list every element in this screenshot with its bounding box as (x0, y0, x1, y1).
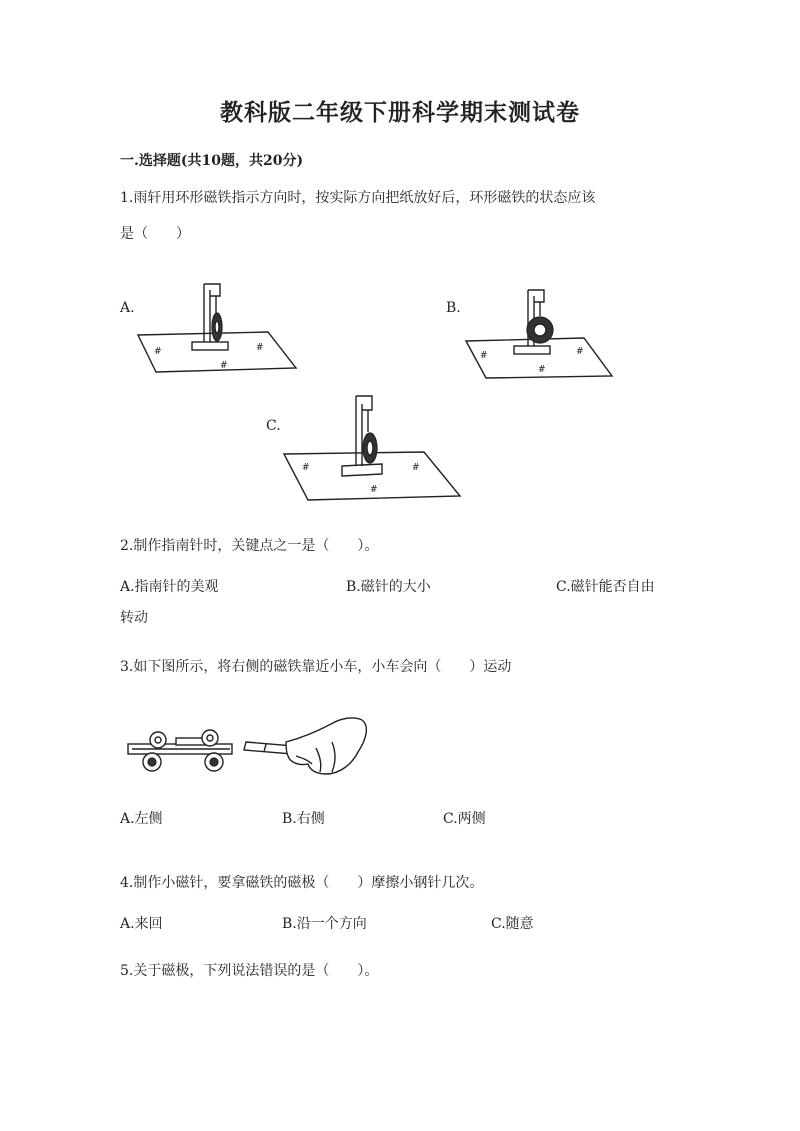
svg-text:#: # (480, 351, 488, 361)
question-4-option-b: B.沿一个方向 (282, 916, 367, 932)
svg-text:#: # (412, 463, 420, 473)
svg-text:#: # (576, 347, 584, 357)
question-1-option-a: A. (120, 300, 135, 316)
svg-text:#: # (154, 347, 162, 357)
question-2-option-c: C.磁针能否自由 (556, 579, 655, 595)
question-4-option-a: A.来回 (120, 916, 163, 932)
question-2-option-b: B.磁针的大小 (346, 579, 431, 595)
page-title: 教科版二年级下册科学期末测试卷 (220, 99, 580, 126)
figure-ring-magnet-a (136, 280, 306, 375)
question-2-option-a: A.指南针的美观 (120, 579, 219, 595)
question-5-stem: 5.关于磁极，下列说法错误的是（ ）。 (120, 963, 379, 979)
question-3-option-c: C.两侧 (443, 811, 486, 827)
question-3-option-a: A.左侧 (120, 811, 163, 827)
svg-text:#: # (370, 485, 378, 495)
figure-car-and-magnet (126, 712, 371, 782)
figure-ring-magnet-b (464, 286, 624, 381)
question-2-option-c-continued: 转动 (120, 610, 148, 626)
question-4-option-c: C.随意 (491, 916, 534, 932)
question-1-stem-line1: 1.雨轩用环形磁铁指示方向时，按实际方向把纸放好后，环形磁铁的状态应该 (120, 190, 596, 206)
question-1-stem-line2: 是（ ） (120, 226, 190, 242)
question-4-stem: 4.制作小磁针，要拿磁铁的磁极（ ）摩擦小钢针几次。 (120, 875, 484, 891)
svg-text:#: # (220, 361, 228, 371)
question-3-option-b: B.右侧 (282, 811, 325, 827)
section-heading: 一.选择题(共10题，共20分) (120, 153, 304, 169)
question-1-option-b: B. (446, 300, 461, 316)
svg-text:#: # (256, 343, 264, 353)
svg-text:#: # (302, 463, 310, 473)
figure-ring-magnet-c (282, 392, 467, 502)
svg-text:#: # (538, 365, 546, 375)
question-3-stem: 3.如下图所示，将右侧的磁铁靠近小车，小车会向（ ）运动 (120, 659, 512, 675)
question-1-option-c: C. (266, 418, 281, 434)
question-2-stem: 2.制作指南针时，关键点之一是（ ）。 (120, 538, 379, 554)
